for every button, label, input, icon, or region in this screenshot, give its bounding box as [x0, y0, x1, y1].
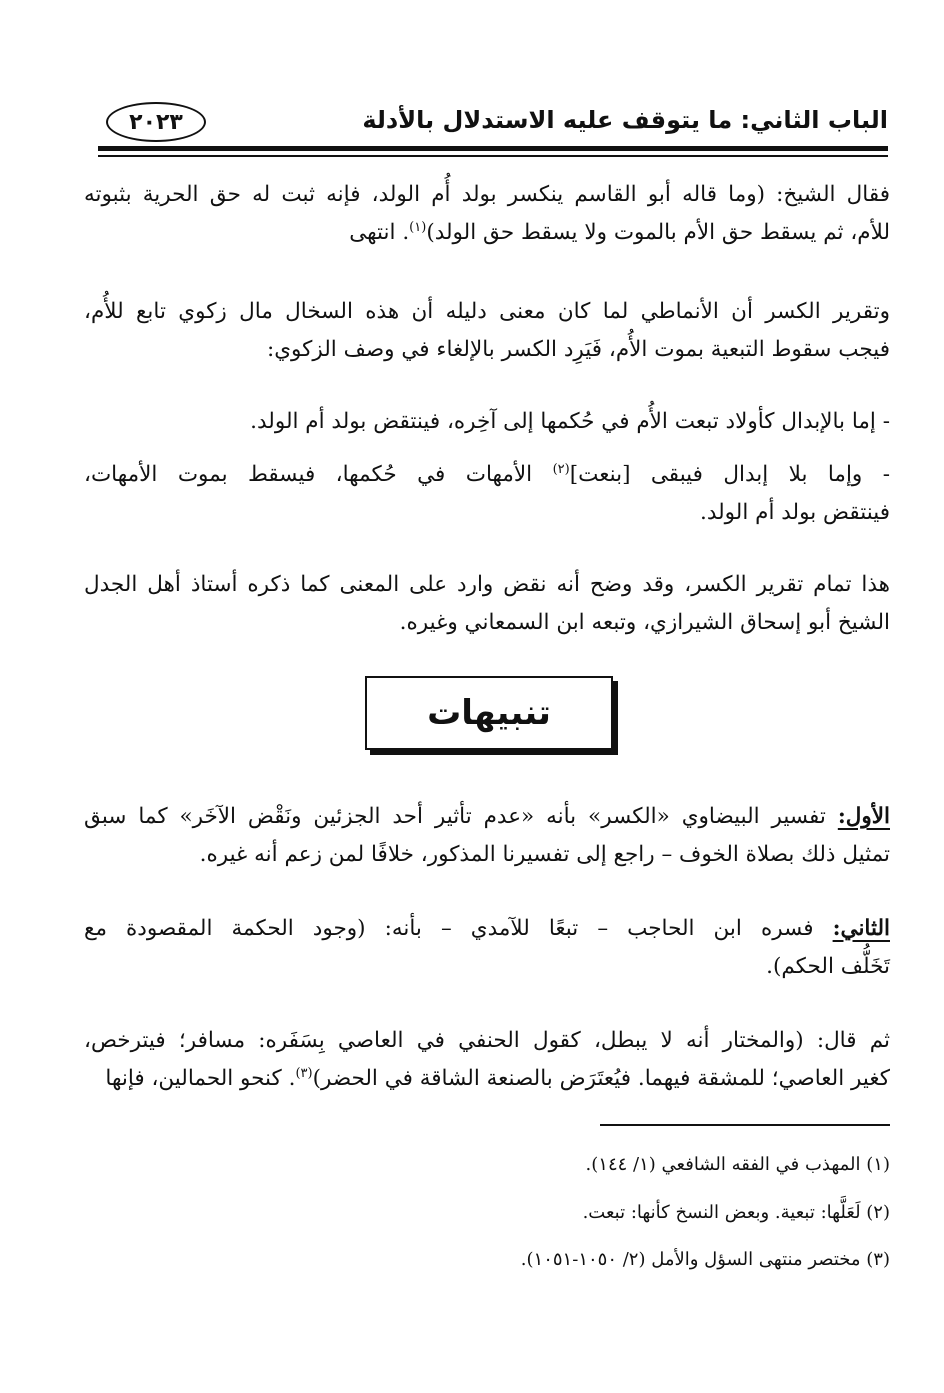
- text-line: [84, 214, 890, 252]
- text-segment: . انتهى: [349, 220, 410, 245]
- footnote-ref: (٢): [552, 461, 570, 477]
- text-line: فيجب سقوط التبعية بموت الأُم، فَيَرِد الكسر بالإلغاء في وصف الزكوي:: [266, 337, 890, 362]
- chapter-title: الباب الثاني: ما يتوقف عليه الاستدلال بالأدلة: [362, 106, 888, 134]
- text-line: الشيخ أبو إسحاق الشيرازي، وتبعه ابن السمعاني وغيره.: [399, 610, 890, 635]
- text-line: [84, 456, 890, 494]
- footnote-ref: (١): [409, 219, 427, 235]
- text-line: ثم قال: (والمختار أنه لا يبطل، كقول الحنفي في العاصي بِسَفَره: مسافر؛ فيترخص،: [84, 1028, 890, 1053]
- paragraph-first-note: [84, 798, 890, 874]
- header-rule-thick: [98, 146, 888, 151]
- text-line: - إما بالإبدال كأولاد تبعت الأُم في حُكمها إلى آخِره، فينتقض بولد أم الولد.: [250, 409, 890, 434]
- text-segment: الأمهات في حُكمها، فيسقط بموت الأمهات،: [84, 462, 553, 487]
- running-header: [98, 100, 888, 146]
- text-line: فينتقض بولد أم الولد.: [700, 500, 890, 525]
- text-segment: كغير العاصي؛ للمشقة فيهما. فيُعتَرَض بالصنعة الشاقة في الحضر): [312, 1066, 890, 1091]
- paragraph-option-ibdal: [84, 403, 890, 441]
- text-segment: فسره ابن الحاجب – تبعًا للآمدي – بأنه: (وجود الحكمة المقصودة مع: [84, 916, 833, 941]
- note-lead-second: الثاني:: [832, 916, 890, 941]
- page-number: ٢٠٢٣: [106, 102, 206, 142]
- text-line: فقال الشيخ: (وما قاله أبو القاسم ينكسر بولد أُم الولد، فإنه ثبت له حق الحرية بثبوته: [84, 182, 890, 207]
- text-line: وتقرير الكسر أن الأنماطي لما كان معنى دليله أن هذه السخال مال زكوي تابع للأُم،: [84, 299, 890, 324]
- paragraph-sheikh-quote: [84, 176, 890, 252]
- paragraph-second-note: [84, 910, 890, 986]
- text-line: [84, 910, 890, 948]
- text-segment: . كنحو الحمالين، فإنها: [105, 1066, 296, 1091]
- text-segment: للأم، ثم يسقط حق الأم بالموت ولا يسقط حق الولد): [426, 220, 890, 245]
- header-rule-thin: [98, 155, 888, 157]
- note-lead-first: الأول:: [837, 804, 890, 829]
- text-line: [84, 1060, 890, 1098]
- paragraph-ibn-hajib-quote: [84, 1022, 890, 1098]
- paragraph-kasr-explanation: [84, 293, 890, 369]
- footnote-ref: (٣): [295, 1065, 313, 1081]
- text-segment: تفسير البيضاوي «الكسر» بأنه «عدم تأثير أحد الجزئين ونَقْض الآخَر» كما سبق: [84, 804, 838, 829]
- footnote-2: (٢) لَعَلَّها: تبعية. وبعض النسخ كأنها: تبعت.: [582, 1202, 890, 1223]
- footnote-separator: [600, 1124, 890, 1126]
- paragraph-kasr-conclusion: [84, 566, 890, 642]
- text-line: تَخَلُّف الحكم).: [766, 954, 890, 979]
- section-heading-box: تنبيهات: [365, 676, 613, 750]
- paragraph-option-no-ibdal: [84, 456, 890, 532]
- footnote-1: (١) المهذب في الفقه الشافعي (١/ ١٤٤).: [585, 1154, 890, 1175]
- text-segment: - وإما بلا إبدال فيبقى [بنعت]: [569, 462, 890, 487]
- text-line: تمثيل ذلك بصلاة الخوف – راجع إلى تفسيرنا المذكور، خلافًا لمن زعم أنه غيره.: [199, 842, 890, 867]
- text-line: هذا تمام تقرير الكسر، وقد وضح أنه نقض وارد على المعنى كما ذكره أستاذ أهل الجدل: [84, 572, 890, 597]
- text-line: [84, 798, 890, 836]
- footnote-3: (٣) مختصر منتهى السؤل والأمل (٢/ ١٠٥٠-١٠٥١).: [520, 1249, 890, 1270]
